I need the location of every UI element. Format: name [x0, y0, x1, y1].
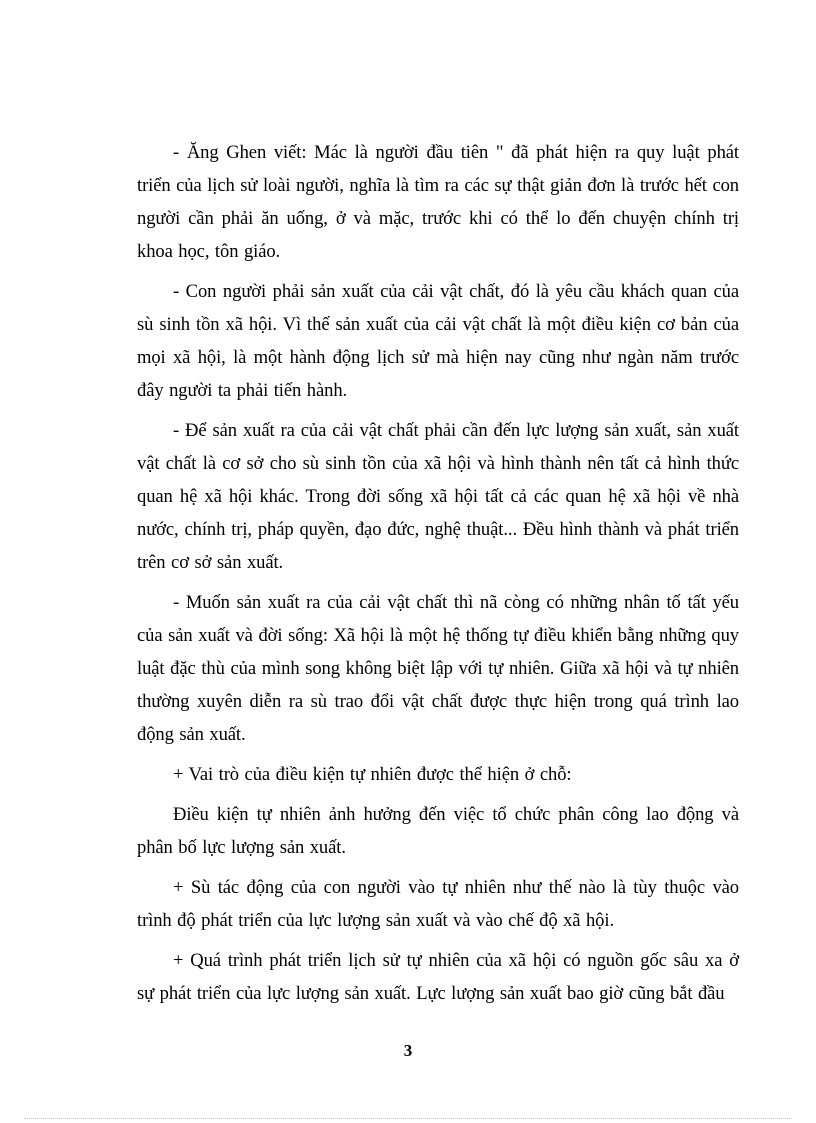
footer-divider: [24, 1118, 792, 1119]
paragraph-2: - Con người phải sản xuất của cải vật chất, đó là yêu cầu khách quan của sù sinh tồn xã hội. Vì thế sản xuất của cải vật chất là một điều kiện cơ bản của mọi xã hội, là một hành động lịch sử mà hiện nay cũng như ngàn năm trước đây người ta phải tiến hành.: [137, 281, 739, 401]
paragraph-1: - Ăng Ghen viết: Mác là người đầu tiên " đã phát hiện ra quy luật phát triển của lịch sử loài người, nghĩa là tìm ra các sự thật giản đơn là trước hết con người cần phải ăn uống, ở và mặc, trước khi có thể lo đến chuyện chính trị khoa học, tôn giáo.: [137, 142, 739, 262]
page-number: 3: [403, 1041, 413, 1060]
body-text: [137, 136, 739, 1017]
paragraph-7: + Sù tác động của con người vào tự nhiên như thế nào là tùy thuộc vào trình độ phát triển của lực lượng sản xuất và vào chế độ xã hội.: [137, 877, 739, 931]
paragraph-4: - Muốn sản xuất ra của cải vật chất thì nã còng có những nhân tố tất yếu của sản xuất và đời sống: Xã hội là một hệ thống tự điều khiển bằng những quy luật đặc thù của mình song không biệt lập với tự nhiên. Giữa xã hội và tự nhiên thường xuyên diễn ra sù trao đổi vật chất được thực hiện trong quá trình lao động sản xuất.: [137, 592, 739, 745]
paragraph-6: Điều kiện tự nhiên ảnh hưởng đến việc tổ chức phân công lao động và phân bố lực lượng sản xuất.: [137, 804, 739, 858]
paragraph-5: + Vai trò của điều kiện tự nhiên được thể hiện ở chỗ:: [173, 764, 572, 785]
paragraph-8: + Quá trình phát triển lịch sử tự nhiên của xã hội có nguồn gốc sâu xa ở sự phát triển của lực lượng sản xuất. Lực lượng sản xuất bao giờ cũng bắt đầu: [137, 950, 739, 1004]
paragraph-3: - Để sản xuất ra của cải vật chất phải cần đến lực lượng sản xuất, sản xuất vật chất là cơ sở cho sù sinh tồn của xã hội và hình thành nên tất cả hình thức quan hệ xã hội khác. Trong đời sống xã hội tất cả các quan hệ xã hội về nhà nước, chính trị, pháp quyền, đạo đức, nghệ thuật... Đều hình thành và phát triển trên cơ sở sản xuất.: [137, 420, 739, 573]
